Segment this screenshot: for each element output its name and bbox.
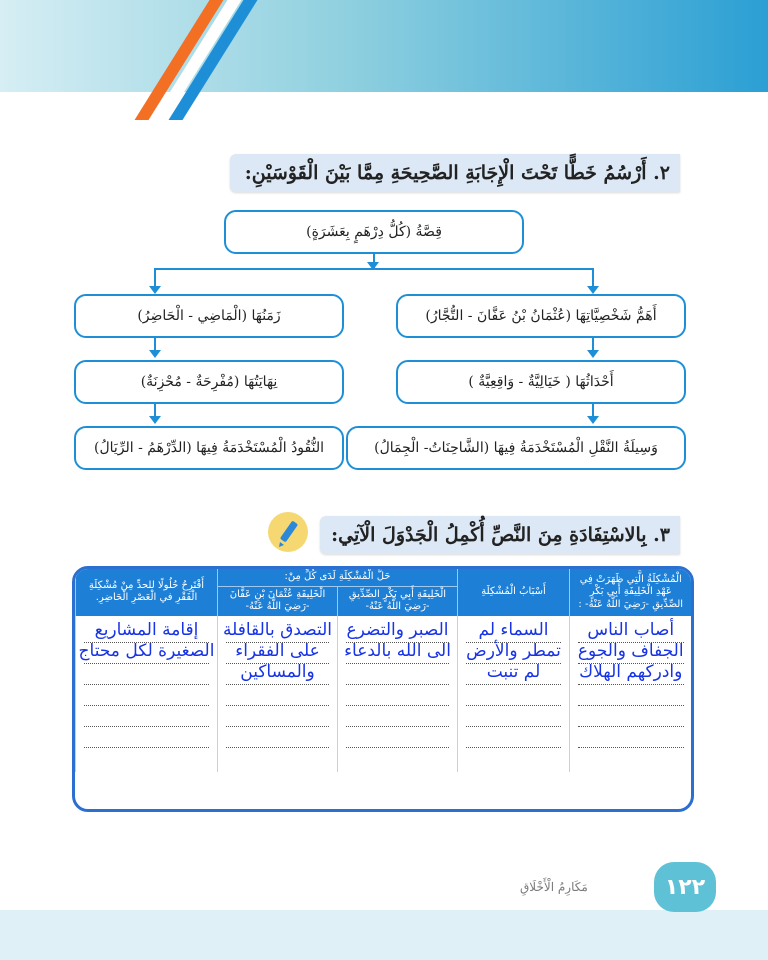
page-number: ١٢٢ xyxy=(654,862,716,912)
cell-uthman[interactable] xyxy=(218,616,338,772)
diagram-root: قِصَّةُ (كُلُّ دِرْهَمٍ بِعَشَرَةٍ) xyxy=(224,210,524,254)
arrow-icon xyxy=(149,416,161,424)
diagram-left-2: نِهَايَتُهَا (مُفْرِحَةٌ - مُحْزِنَةٌ) xyxy=(74,360,344,404)
diagram-left-1: زَمَنُهَا (الْمَاضِي - الْحَاضِرُ) xyxy=(74,294,344,338)
answer-suggest: إقامة المشاريع الصغيرة لكل محتاج xyxy=(78,619,215,661)
pencil-icon xyxy=(268,512,308,552)
question-3-bar xyxy=(320,516,680,554)
answer-problem: أصاب الناس الجفاف والجوع وادركهم الهلاك xyxy=(577,619,684,682)
diagram-right-3: وَسِيلَةُ النَّقْلِ الْمُسْتَخْدَمَةُ فِيهَا (الشَّاحِنَاتُ- الْجِمَالُ) xyxy=(346,426,686,470)
diagram-left-3: النُّقُودُ الْمُسْتَخْدَمَةُ فِيهَا (الدِّرْهَمُ - الرِّيَالُ) xyxy=(74,426,344,470)
header-banner xyxy=(0,0,768,92)
header-uthman: الْخَلِيفَةِ عُثْمَانَ بْنِ عَفَّانَ -رَضِيَ اللَّهُ عَنْهُ- xyxy=(218,586,338,616)
cell-problem[interactable] xyxy=(570,616,692,772)
header-causes: أَسْبَابُ الْمُشْكِلَةِ xyxy=(458,569,570,616)
answer-uthman: التصدق بالقافلة على الفقراء والمساكين xyxy=(222,619,333,682)
question-3-title: ٣. بِالاسْتِفَادَةِ مِنَ النَّصِّ أُكْمِلُ الْجَدْوَلَ الْآتِي: xyxy=(331,524,670,546)
arrow-icon xyxy=(587,416,599,424)
answer-table xyxy=(72,566,694,812)
header-suggest: أَقْتَرِحُ حُلُولًا للحدِّ مِنْ مُشْكِلَةِ الْفَقْرِ في الْعَصْرِ الْحَاضِرِ. xyxy=(76,569,218,616)
answer-abubakr: الصبر والتضرع الى الله بالدعاء xyxy=(344,619,451,661)
cell-causes[interactable] xyxy=(458,616,570,772)
question-2-title: ٢. أَرْسُمُ خَطًّا تَحْتَ الْإِجَابَةِ الصَّحِيحَةِ مِمَّا بَيْنَ الْقَوْسَيْنِ: xyxy=(244,162,670,184)
arrow-icon xyxy=(149,286,161,294)
header-abubakr: الْخَلِيفَةِ أَبِي بَكْرٍ الصِّدِّيقِ -رَضِيَ اللَّهُ عَنْهُ- xyxy=(338,586,458,616)
cell-abubakr[interactable] xyxy=(338,616,458,772)
answer-causes: السماء لم تمطر والأرض لم تنبت xyxy=(466,619,561,682)
cell-suggest[interactable] xyxy=(76,616,218,772)
header-problem: الْمُشْكِلَةُ الَّتِي ظَهَرَتْ فِي عَهْدِ الْخَلِيفَةِ أَبِي بَكْرٍ الصِّدِّيقِ -رَضِيَ اللَّهُ عَنْهُ- : xyxy=(570,569,692,616)
arrow-icon xyxy=(367,262,379,270)
arrow-icon xyxy=(587,350,599,358)
diagram-right-2: أَحْدَاثُهَا ( خَيَالِيَّةٌ - وَاقِعِيَّةٌ ) xyxy=(396,360,686,404)
connector xyxy=(154,268,156,286)
footer-band xyxy=(0,910,768,960)
arrow-icon xyxy=(587,286,599,294)
book-title: مَكَارِمُ الْأَخْلَاقِ xyxy=(520,880,588,894)
arrow-icon xyxy=(149,350,161,358)
diagram-right-1: أَهَمُّ شَخْصِيَّاتِهَا (عُثْمَانُ بْنُ عَفَّانَ - التُّجَّارُ) xyxy=(396,294,686,338)
header-solution: حَلُّ الْمُشْكِلَةِ لَدَى كُلٍّ مِنْ: xyxy=(218,569,458,586)
connector xyxy=(592,268,594,286)
question-2-bar xyxy=(230,154,680,192)
